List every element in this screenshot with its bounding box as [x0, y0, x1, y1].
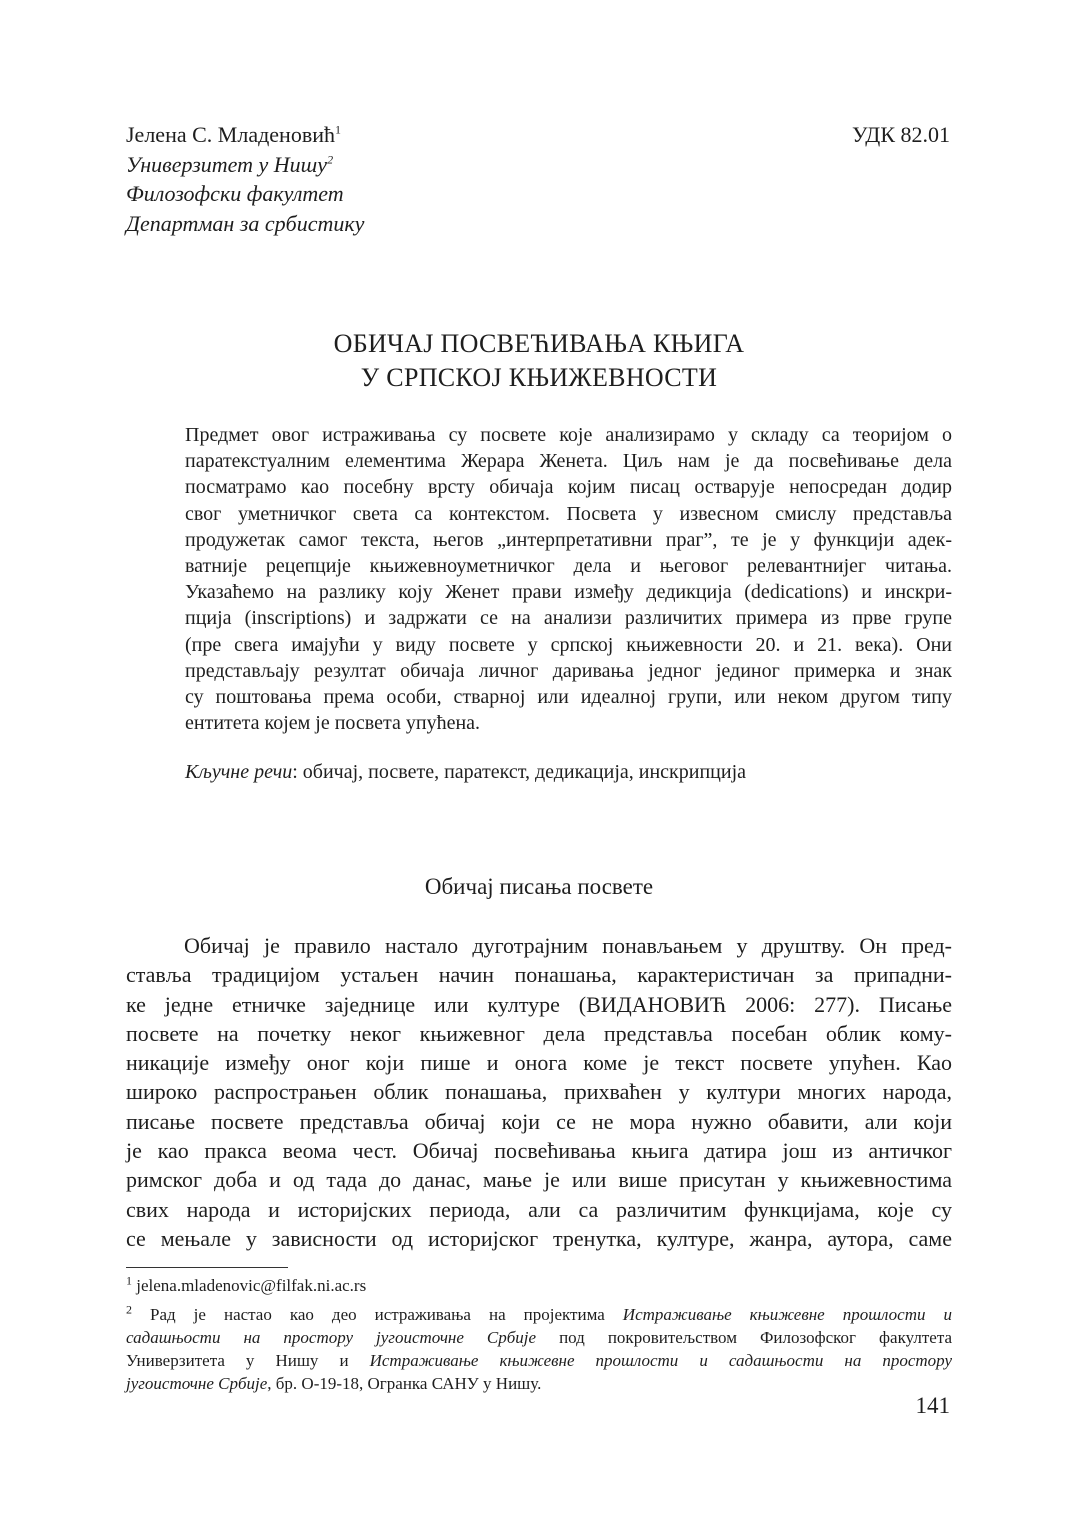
abstract-line: представљају резултат обичаја личног даривања једног јединог примерка и знак	[185, 659, 952, 682]
keywords-list: : обичај, посвете, паратекст, дедикација, инскрипција	[292, 761, 747, 783]
body-line: писање посвете представља обичај који се не мора нужно обавити, али који	[126, 1108, 952, 1134]
footnote-text: под покровитељством Филозофског факултета	[536, 1328, 952, 1347]
university-footnote-mark[interactable]: 2	[327, 152, 334, 167]
author-name: Јелена С. Младеновић	[126, 122, 335, 147]
department: Департман за србистику	[126, 210, 365, 236]
udk-code: УДК 82.01	[851, 122, 950, 147]
university-line	[126, 150, 364, 180]
body-paragraph	[126, 931, 952, 1253]
abstract-line: (пре свега имајући у виду посвете у српској књижевности 20. и 21. века). Они	[185, 633, 952, 656]
footnotes	[126, 1274, 952, 1401]
keywords	[185, 759, 952, 785]
footnote-2-line	[126, 1303, 952, 1326]
section-heading: Обичај писања посвете	[424, 874, 654, 899]
footnote-2-line	[126, 1349, 952, 1372]
abstract-line: Предмет овог истраживања су посвете које анализирамо у складу са теоријом о	[185, 424, 952, 446]
abstract	[185, 422, 952, 736]
abstract-line: паратекстуалним елементима Жерара Женета. Циљ нам је да посвећивање дела	[185, 450, 952, 473]
body-line: посвете на почетку неког књижевног дела представља посебан облик кому-	[126, 1020, 952, 1046]
author-footnote-mark[interactable]: 1	[334, 122, 341, 137]
footnote-2-line	[126, 1326, 952, 1349]
keywords-label: Кључне речи	[185, 761, 293, 783]
abstract-line: ентитета којем је посвета упућена.	[185, 712, 481, 735]
author-line	[126, 120, 364, 150]
faculty: Филозофски факултет	[126, 181, 344, 206]
title-line-2: У СРПСКОЈ КЊИЖЕВНОСТИ	[360, 363, 718, 392]
page-number: 141	[915, 1393, 950, 1418]
abstract-line: Указаћемо на разлику коју Женет прави између дедикција (dedications) и инскри-	[185, 581, 952, 604]
body-line: широко распрострањен облик понашања, прихваћен у култури многих народа,	[126, 1079, 952, 1105]
footnote-1-email[interactable]: jelena.mladenovic@filfak.ni.ac.rs	[132, 1276, 367, 1295]
paper-title	[126, 327, 952, 395]
footnote-text: Универзитета у Нишу и	[126, 1351, 370, 1370]
body-line: свих народа и историјских периода, али са различитим функцијама, које су	[126, 1196, 952, 1222]
abstract-line: су поштовања према особи, стварној или идеалној групи, или неком другом типу	[185, 686, 952, 709]
footnote-1	[126, 1274, 952, 1297]
body-line: је као пракса веома чест. Обичај посвећивања књига датира још из античког	[126, 1138, 952, 1164]
footnote-2-mark: 2	[126, 1302, 132, 1317]
author-block	[126, 120, 364, 238]
footnote-separator	[126, 1267, 288, 1268]
body-line: се мењале у зависности од историјског тренутка, културе, жанра, аутора, саме	[126, 1225, 952, 1251]
footnote-project-title: Истраживање књижевне прошлости и садашњости на простору	[369, 1351, 952, 1370]
footnote-2-line	[126, 1372, 952, 1395]
body-line: Обичај је правило настало дуготрајним понављањем у друштву. Он пред-	[184, 933, 952, 958]
abstract-line: посматрамо као посебну врсту обичаја којим писац остварује непосредан додир	[185, 476, 952, 499]
abstract-line: пција (inscriptions) и задржати се на анализи различитих примера из прве групе	[185, 607, 952, 630]
footnote-2	[126, 1303, 952, 1395]
title-line-1: ОБИЧАЈ ПОСВЕЋИВАЊА КЊИГА	[333, 329, 745, 358]
footnote-project-title: Истраживање књижевне прошлости и	[622, 1305, 952, 1324]
body-line: никације између оног који пише и онога коме је текст посвете упућен. Као	[126, 1050, 952, 1076]
footnote-project-title: југоисточне Србије	[126, 1374, 268, 1393]
university: Универзитет у Нишу	[126, 151, 328, 177]
footnote-text: , бр. О-19-18, Огранка САНУ у Нишу.	[267, 1374, 542, 1393]
abstract-line: свог уметничког света са контекстом. Посвета у извесном смислу представља	[185, 502, 952, 525]
abstract-line: ватније рецепције књижевноуметничког дела и његовог релевантнијег читања.	[185, 555, 952, 578]
body-line: римског доба и од тада до данас, мање је или више присутан у књижевностима	[126, 1167, 952, 1193]
footnote-text: Рад је настао као део истраживања на пројектима	[132, 1305, 623, 1324]
footnote-1-mark: 1	[126, 1273, 132, 1288]
abstract-line: продужетак самог текста, његов „интерпретативни праг”, те је у функцији адек-	[185, 528, 952, 551]
body-line: ке једне етничке заједнице или културе (ВИДАНОВИЋ 2006: 277). Писање	[126, 991, 952, 1017]
body-line: ставља традицијом устаљен начин понашања, карактеристичан за припадни-	[126, 962, 952, 988]
footnote-project-title: садашњости на простору југоисточне Србије	[126, 1328, 537, 1347]
